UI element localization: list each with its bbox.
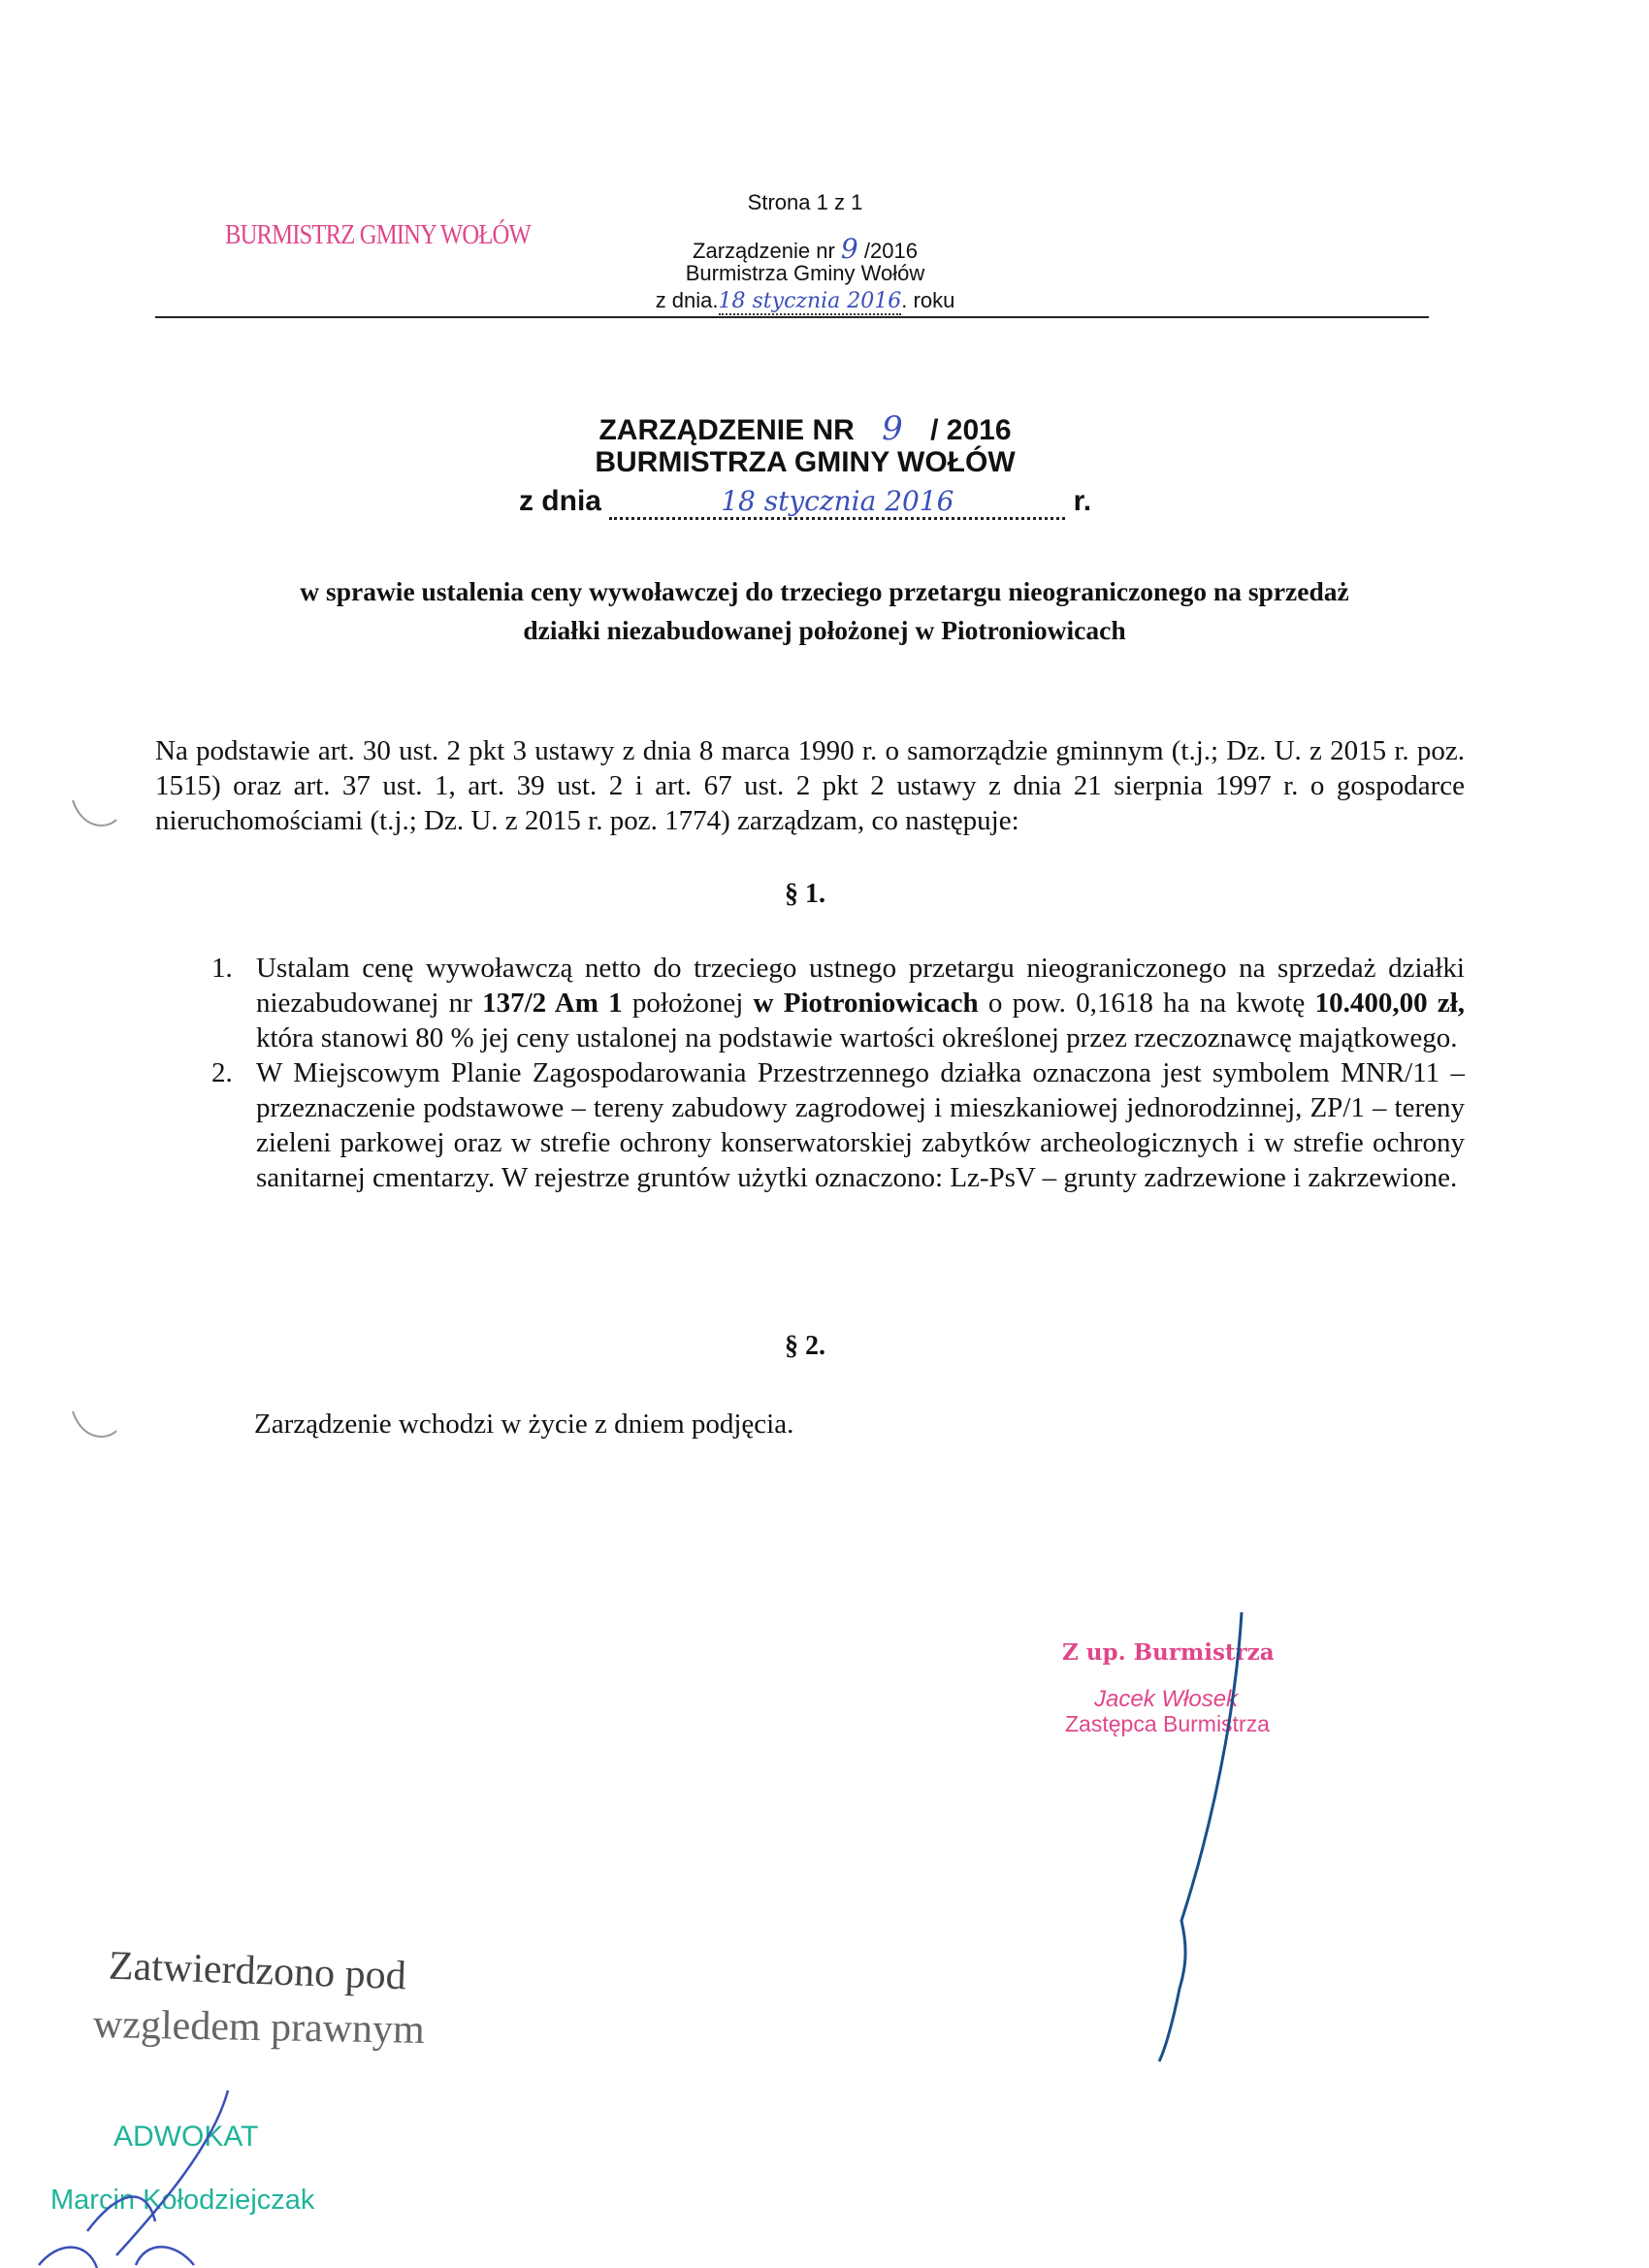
section-2-heading: § 2. [785, 1331, 825, 1361]
ref-date-suffix: . roku [901, 288, 955, 312]
punch-hole-mark [68, 795, 126, 834]
title-date-suffix: r. [1073, 485, 1092, 517]
title-date-prefix: z dnia [518, 485, 601, 517]
ref-prefix: Zarządzenie nr [693, 239, 835, 263]
item-text: która stanowi 80 % jej ceny ustalonej na podstawie wartości określonej przez rzeczoznawcę majątkowego. [256, 1022, 1458, 1053]
title-line-3 [369, 485, 1242, 520]
parcel-number: 137/2 Am 1 [482, 988, 623, 1019]
approval-line-1: Zatwierdzono pod [108, 1943, 407, 1999]
title-year: / 2016 [930, 414, 1012, 446]
item-text: o pow. 0,1618 ha na kwotę [978, 988, 1315, 1019]
section-2-text: Zarządzenie wchodzi w życie z dniem podjęcia. [254, 1409, 794, 1440]
title-number: 9 [882, 409, 903, 448]
advocate-signature [29, 2086, 242, 2268]
list-item [211, 951, 1465, 1055]
title-prefix: ZARZĄDZENIE NR [598, 414, 855, 446]
ref-line-2: Burmistrza Gminy Wołów [685, 261, 925, 285]
header-divider [155, 316, 1429, 318]
section-1-list [211, 951, 1465, 1195]
title-date: 18 stycznia 2016 [609, 485, 1065, 520]
ref-date-prefix: z dnia. [655, 288, 719, 312]
preamble: Na podstawie art. 30 ust. 2 pkt 3 ustawy z dnia 8 marca 1990 r. o samorządzie gminnym (t.j.; Dz. U. z 2015 r. poz. 1515) oraz art. 37 ust. 1, art. 39 ust. 2 i art. 67 ust. 2 pkt 2 ustawy z dnia 21 sierpnia 1997 r. o gospodarce nieruchomościami (t.j.; Dz. U. z 2015 r. poz. 1774) zarządzam, co następuje: [155, 735, 1465, 836]
signature-stamp-role: Zastępca Burmistrza [1065, 1711, 1270, 1736]
ref-number: 9 [840, 233, 858, 265]
punch-hole-mark [68, 1407, 126, 1445]
item-text: W Miejscowym Planie Zagospodarowania Przestrzennego działka oznaczona jest symbolem MNR/11 – przeznaczenie podstawowe – tereny zabudowy zagrodowej i mieszkaniowej jednorodzinnej, ZP/1 – tereny zieleni parkowej oraz w strefie ochrony konserwatorskiej zabytków archeologicznych i w strefie ochrony sanitarnej cmentarzy. W rejestrze gruntów użytki oznaczono: Lz-PsV – grunty zadrzewione i zakrzewione. [256, 1057, 1465, 1193]
signature-stamp-name: Jacek Włosek [1094, 1686, 1239, 1712]
title-line-1 [369, 409, 1242, 448]
subject-line-2: działki niezabudowanej położonej w Piotroniowicach [523, 615, 1126, 645]
ref-line-3 [514, 288, 1096, 313]
office-stamp: BURMISTRZ GMINY WOŁÓW [225, 219, 531, 250]
section-1-heading: § 1. [785, 879, 825, 909]
advocate-stamp-title: ADWOKAT [113, 2121, 259, 2153]
ref-year: /2016 [863, 239, 918, 263]
price: 10.400,00 zł, [1314, 988, 1465, 1019]
item-number: 2. [211, 1057, 233, 1088]
location: w Piotroniowicach [753, 988, 979, 1019]
list-item [211, 1055, 1465, 1195]
approval-line-2: wzgledem prawnym [92, 2002, 426, 2053]
advocate-stamp-name: Marcin Kołodziejczak [50, 2185, 315, 2216]
ref-date: 18 stycznia 2016 [718, 289, 902, 313]
subject-line-1: w sprawie ustalenia ceny wywoławczej do trzeciego przetargu nieograniczonego na sprzedaż [300, 576, 1349, 606]
page-info: Strona 1 z 1 [747, 190, 863, 214]
item-number: 1. [211, 953, 233, 984]
signature-stamp-title: Z up. Burmistrza [1062, 1639, 1275, 1666]
handwritten-signature [1067, 1601, 1261, 2066]
title-line-2: BURMISTRZA GMINY WOŁÓW [595, 446, 1016, 478]
item-text: Ustalam cenę wywoławczą netto do trzeciego ustnego przetargu nieograniczonego na sprzedaż działki niezabudowanej nr [256, 953, 1465, 1019]
item-text: położonej [622, 988, 754, 1019]
